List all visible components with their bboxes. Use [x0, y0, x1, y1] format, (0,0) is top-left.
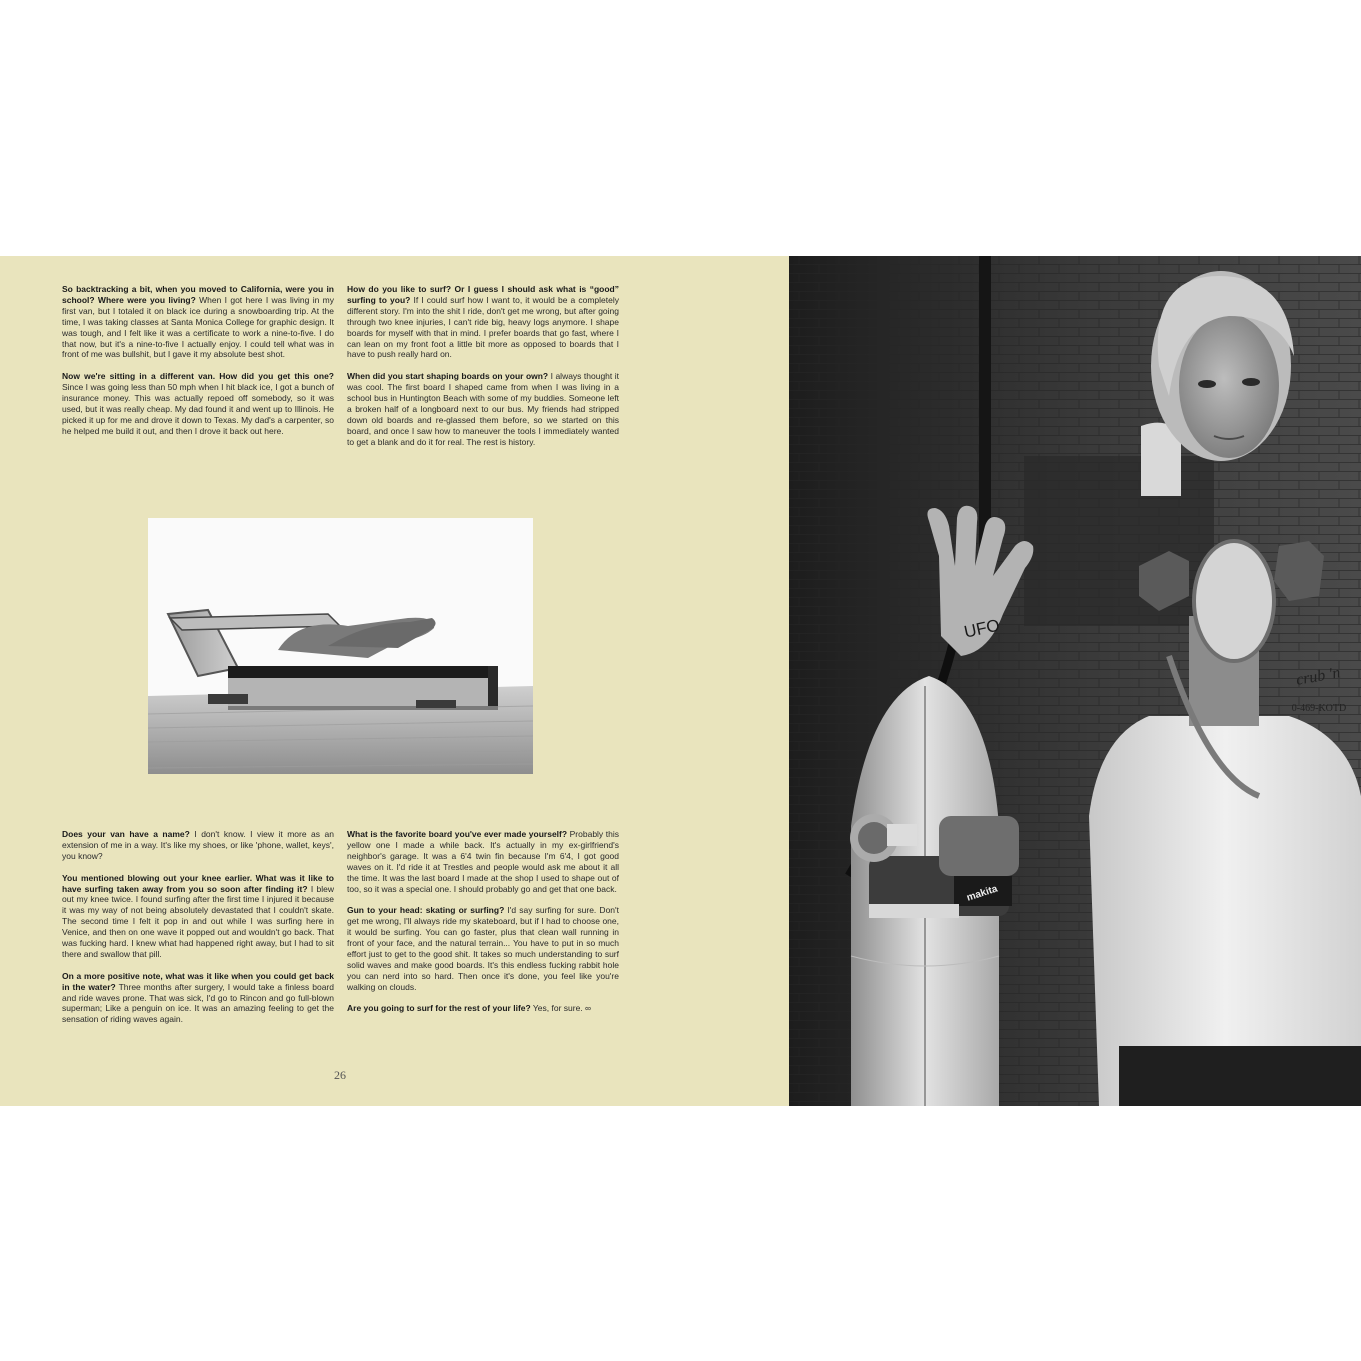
- makita-label: makita: [965, 883, 999, 904]
- interview-answer: Probably this yellow one I made a while back. It's actually in my ex-girlfriend's neighbor's garage. It was a 6'4 twin fin because I'm 6'4, I got good waves on it. I'd ride it at Trestles and people would ask me about it all the time. It was the last board I made at the shop I used to shape out of too, so it was a special one. I should probably go and get that one back.: [347, 829, 619, 894]
- interview-question: On a more positive note, what was it like when you could get back in the water?: [62, 970, 334, 992]
- interview-paragraph: [62, 284, 334, 360]
- inset-photo-feet-on-van: [148, 518, 533, 774]
- interview-paragraph: [62, 971, 334, 1026]
- interview-paragraph: [347, 284, 619, 360]
- interview-question: So backtracking a bit, when you moved to California, were you in school? Where were you living?: [62, 284, 334, 305]
- interview-question: What is the favorite board you've ever made yourself?: [347, 829, 568, 839]
- inset-photo-graphic: [148, 518, 533, 774]
- interview-question: Now we're sitting in a different van. How did you get this one?: [62, 371, 334, 382]
- hand-ufo-text: UFO: [962, 615, 1002, 642]
- page-number: 26: [334, 1068, 346, 1082]
- shirt-logo-text: crub 'n: [1294, 664, 1342, 689]
- interview-paragraph: [347, 905, 619, 992]
- portrait-photo: [789, 256, 1361, 1106]
- interview-question: Gun to your head: skating or surfing?: [347, 905, 505, 916]
- interview-answer: I'd say surfing for sure. Don't get me wrong, I'll always ride my skateboard, but if I had to choose one, it would be surfing. You can go faster, plus that clean wall running in front of your face, and the natural terrain... You have to put in so much effort just to get to the good shit. It takes so much understanding to surf solid waves and make good boards. It's this endless fucking rabbit hole you can nerd into so hard. Then once it's done, you feel like you're walking on clouds.: [347, 905, 620, 992]
- interview-answer: When I got here I was living in my first van, but I totaled it on black ice during a snowboarding trip. At the time, I was taking classes at Santa Monica College for graphic design. It was tough, and I felt like it was a certificate to work a nine-to-five. I do that now, but it's a nine-to-five I actually enjoy. I could tell what was in front of me was bullshit, but I gave it my absolute best shot.: [62, 294, 334, 360]
- interview-answer: Since I was going less than 50 mph when I hit black ice, I got a bunch of insurance money. This was actually repoed off somebody, so it was used, but it was really cheap. My dad found it and went up to Illinois. He picked it up for me and drove it down to Texas. My dad's a carpenter, so he helped me build it out, and then I drove it back out here.: [62, 382, 334, 436]
- magazine-spread: [0, 256, 1361, 1106]
- interview-answer: I don't know. I view it more as an extension of me in a way. It's like my shoes, or like 'phone, wallet, keys', you know?: [62, 829, 334, 861]
- text-column-3: [62, 829, 334, 1036]
- interview-answer: If I could surf how I want to, it would be a completely different story. I'm into the shit I ride, don't get me wrong, but after going through two knee injuries, I can't ride big, heavy logs anymore. I shape boards for myself with that in mind. I prefer boards that go fast, where I can lean on my front foot a little bit more as opposed to boards that I have to push really hard on.: [347, 294, 619, 360]
- interview-paragraph: [347, 371, 619, 447]
- shirt-phone-text: 0-469-KOTD: [1291, 703, 1347, 714]
- interview-paragraph: [62, 873, 334, 960]
- interview-answer: I blew out my knee twice. I found surfing after the first time I injured it because it was my way of not being absolutely devastated that I couldn't skate. The second time I felt it pop in and out while I was surfing here in Venice, and then on one wave it popped out and wouldn't go back. That was fucking hard. I knew what had happened right away, but I had to sit there and swallow that pill.: [62, 883, 334, 959]
- interview-question: Does your van have a name?: [62, 829, 190, 839]
- interview-answer: Yes, for sure. ∞: [530, 1003, 592, 1014]
- interview-question: Are you going to surf for the rest of your life?: [347, 1003, 531, 1014]
- text-column-2: [347, 284, 619, 458]
- portrait-photo-graphic: [789, 256, 1361, 1106]
- interview-question: When did you start shaping boards on your own?: [347, 371, 549, 382]
- left-page: [0, 256, 789, 1106]
- interview-question: How do you like to surf? Or I guess I should ask what is “good” surfing to you?: [347, 284, 619, 305]
- text-column-4: [347, 829, 619, 1025]
- interview-answer: Three months after surgery, I would take a finless board and ride waves prone. That was sick, I'd go to Rincon and go full-blown superman; Like a penguin on ice. It was an amazing feeling to get the sensation of riding waves again.: [62, 981, 334, 1025]
- interview-answer: I always thought it was cool. The first board I shaped came from when I was living in a school bus in Huntington Beach with some of my buddies. Someone left a broken half of a longboard next to our bus. My friends had stripped down old boards and re-glassed them before, so we started on this board, and once I saw how to maneuver the tools I immediately wanted to get a blank and do it for real. The rest is history.: [347, 371, 619, 447]
- interview-paragraph: [62, 829, 334, 862]
- interview-question: You mentioned blowing out your knee earlier. What was it like to have surfing taken away from you so soon after finding it?: [62, 872, 334, 894]
- interview-paragraph: [62, 371, 334, 436]
- text-column-1: [62, 284, 334, 448]
- interview-paragraph: [347, 1003, 619, 1014]
- interview-paragraph: [347, 829, 619, 894]
